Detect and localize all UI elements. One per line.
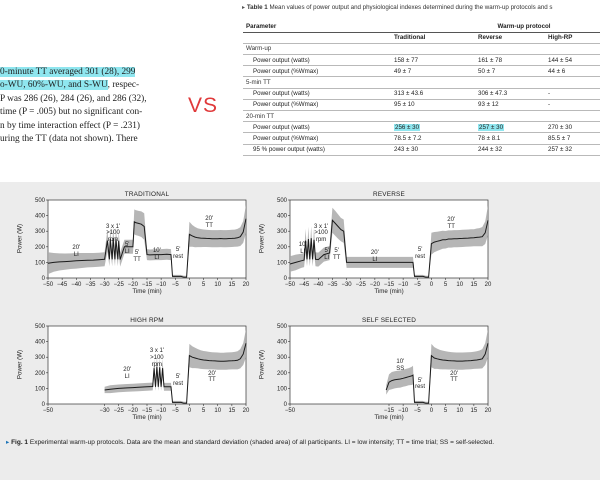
plot-title: HIGH RPM	[130, 317, 164, 324]
highlighted-cell-value: 256 ± 30	[395, 123, 420, 131]
x-tick-label: −45	[299, 282, 310, 288]
table-caption	[242, 4, 553, 11]
x-tick-label: −50	[42, 408, 54, 414]
phase-annotation: 5' TT	[133, 250, 141, 263]
phase-annotation: 20' TT	[205, 215, 214, 229]
y-tick-label: 400	[34, 339, 45, 346]
figure-marker-icon: ▸	[6, 439, 10, 446]
x-tick-label: −10	[398, 282, 409, 288]
x-axis-label: Time (min)	[374, 414, 404, 421]
x-tick-label: 5	[201, 408, 206, 414]
x-tick-label: −40	[313, 282, 324, 288]
table-cell: -	[545, 88, 600, 99]
table-label: Table 1	[246, 4, 268, 11]
y-tick-label: 300	[276, 355, 287, 362]
x-tick-label: −50	[42, 282, 54, 288]
y-tick-label: 400	[276, 339, 287, 346]
table-row	[243, 88, 600, 99]
table-row	[243, 144, 600, 155]
y-tick-label: 300	[34, 355, 45, 362]
row-label: Power output (watts)	[243, 122, 391, 133]
table-cell: 44 ± 6	[545, 66, 600, 77]
y-tick-label: 400	[276, 213, 287, 220]
table-section-row	[243, 111, 600, 122]
table-cell: 270 ± 30	[545, 122, 600, 133]
x-tick-label: −30	[99, 282, 110, 288]
y-tick-label: 0	[41, 276, 45, 282]
x-tick-label: −15	[141, 408, 153, 414]
text-line	[0, 66, 172, 79]
phase-annotation: 10' LI	[298, 242, 307, 256]
x-tick-label: −5	[413, 408, 421, 414]
plot-traditional	[14, 192, 254, 304]
phase-annotation: 20' LI	[370, 250, 379, 263]
header-warmup-protocol: Warm-up protocol	[391, 21, 600, 32]
table-caption-text: Mean values of power output and physiological indexes determined during the warm-up protocols and s	[269, 4, 553, 11]
text-line: time (P = .005) but no significant con-	[0, 107, 143, 118]
phase-annotation: 5' rest	[415, 377, 426, 391]
x-tick-label: −30	[341, 282, 352, 288]
phase-annotation: 3 x 1' >100 rpm	[149, 347, 164, 368]
x-axis-label: Time (min)	[374, 288, 404, 295]
y-tick-label: 200	[276, 370, 287, 377]
header-parameter: Parameter	[243, 21, 391, 32]
x-axis-label: Time (min)	[132, 414, 162, 421]
x-tick-label: −5	[171, 408, 179, 414]
x-tick-label: 5	[443, 282, 448, 288]
phase-annotation: 5' rest	[173, 246, 184, 260]
figure-caption	[6, 438, 594, 447]
y-tick-label: 100	[34, 386, 45, 393]
section-label: 5-min TT	[243, 77, 600, 88]
table-cell: 95 ± 10	[391, 99, 475, 110]
table-cell	[475, 122, 545, 133]
table-cell: -	[545, 99, 600, 110]
x-tick-label: 10	[456, 282, 464, 288]
figure-panel	[0, 182, 600, 480]
x-tick-label: −25	[113, 408, 124, 414]
x-tick-label: −5	[171, 282, 179, 288]
y-tick-label: 300	[34, 229, 45, 236]
x-tick-label: −50	[284, 282, 296, 288]
x-tick-label: −50	[284, 408, 296, 414]
x-tick-label: 15	[470, 282, 478, 288]
plot-title: REVERSE	[373, 191, 405, 198]
phase-annotation: 20' LI	[72, 245, 81, 259]
phase-annotation: 5' rest	[173, 374, 184, 388]
x-tick-label: 20	[242, 408, 250, 414]
x-tick-label: −15	[383, 282, 395, 288]
y-tick-label: 400	[34, 213, 45, 220]
vs-label: VS	[188, 94, 219, 117]
y-axis-label: Power (W)	[258, 223, 266, 254]
table-cell: 85.5 ± 7	[545, 133, 600, 144]
phase-annotation: 20' LI	[123, 367, 132, 381]
subheader-traditional: Traditional	[391, 32, 475, 43]
x-tick-label: 0	[429, 282, 434, 288]
y-tick-label: 0	[41, 402, 45, 408]
x-tick-label: −10	[156, 282, 167, 288]
y-axis-label: Power (W)	[16, 223, 24, 254]
text-line	[0, 79, 172, 92]
section-label: 20-min TT	[243, 111, 600, 122]
y-tick-label: 500	[34, 198, 45, 204]
x-tick-label: −20	[127, 282, 138, 288]
x-tick-label: 20	[484, 282, 492, 288]
phase-annotation: 20' TT	[447, 217, 456, 231]
y-tick-label: 100	[276, 260, 287, 267]
phase-annotation: 5' LI	[124, 242, 130, 256]
section-label: Warm-up	[243, 43, 600, 54]
phase-annotation: 3 x 1' >100 rpm	[314, 223, 329, 244]
table-row	[243, 133, 600, 144]
figure-label: Fig. 1	[11, 439, 29, 446]
x-tick-label: 5	[201, 282, 206, 288]
table-row	[243, 99, 600, 110]
x-tick-label: −15	[383, 408, 395, 414]
table-row	[243, 122, 600, 133]
plot-self-selected	[256, 318, 496, 430]
x-axis-label: Time (min)	[132, 288, 162, 295]
table-cell: 78.5 ± 7.2	[391, 133, 475, 144]
table-header-row	[243, 21, 600, 32]
table-subheader-row	[243, 32, 600, 43]
x-tick-label: 0	[187, 408, 192, 414]
plot-high-rpm	[14, 318, 254, 430]
x-tick-label: 20	[484, 408, 492, 414]
x-tick-label: 15	[228, 282, 236, 288]
y-axis-label: Power (W)	[16, 349, 24, 380]
table-cell	[391, 122, 475, 133]
x-tick-label: −30	[99, 408, 110, 414]
y-tick-label: 200	[276, 244, 287, 251]
row-label: Power output (%Wmax)	[243, 99, 391, 110]
y-tick-label: 0	[283, 276, 287, 282]
highlighted-text: 0-minute TT averaged 301 (28), 299	[0, 67, 136, 77]
row-label: Power output (watts)	[243, 55, 391, 66]
x-tick-label: 20	[242, 282, 250, 288]
table-cell: 243 ± 30	[391, 144, 475, 155]
x-tick-label: −35	[327, 282, 338, 288]
table-cell: 50 ± 7	[475, 66, 545, 77]
table-cell: 144 ± 54	[545, 55, 600, 66]
x-tick-label: 10	[214, 408, 222, 414]
x-tick-label: −40	[71, 282, 82, 288]
table-cell: 78 ± 8.1	[475, 133, 545, 144]
x-tick-label: −45	[57, 282, 68, 288]
table-section-row	[243, 77, 600, 88]
y-tick-label: 0	[283, 402, 287, 408]
x-tick-label: −35	[85, 282, 96, 288]
table-row	[243, 55, 600, 66]
x-tick-label: −15	[141, 282, 153, 288]
x-tick-label: 15	[228, 408, 236, 414]
text-line: P was 286 (26), 284 (26), and 286 (32),	[0, 93, 147, 104]
table-cell: 49 ± 7	[391, 66, 475, 77]
row-label: Power output (watts)	[243, 88, 391, 99]
phase-annotation: 20' TT	[208, 370, 216, 384]
text-line: n by time interaction effect (P = .231)	[0, 120, 141, 131]
table-cell: 158 ± 77	[391, 55, 475, 66]
x-tick-label: −25	[113, 282, 124, 288]
x-tick-label: 10	[214, 282, 222, 288]
table-marker-icon: ▸	[242, 4, 246, 11]
subheader-blank	[243, 32, 391, 43]
x-tick-label: −25	[355, 282, 366, 288]
row-label: Power output (%Wmax)	[243, 66, 391, 77]
figure-caption-text: Experimental warm-up protocols. Data are the mean and standard deviation (shaded area) of all participants. LI = low intensity; TT = time trial; SS = self-selected.	[29, 439, 495, 446]
phase-annotation: 5' rest	[415, 246, 426, 260]
x-tick-label: −5	[413, 282, 421, 288]
y-tick-label: 500	[276, 324, 287, 330]
plot-reverse	[256, 192, 496, 304]
table-cell: 306 ± 47.3	[475, 88, 545, 99]
plot-title: SELF SELECTED	[361, 317, 417, 324]
phase-annotation: 5' LI	[324, 248, 330, 262]
x-tick-label: −20	[127, 408, 138, 414]
x-tick-label: −10	[156, 408, 167, 414]
text-fragment: , respec-	[107, 80, 140, 91]
y-tick-label: 500	[34, 324, 45, 330]
highlighted-text: o-WU, 60%-WU, and S-WU	[0, 80, 108, 91]
x-tick-label: 0	[187, 282, 192, 288]
x-tick-label: 5	[443, 408, 448, 414]
x-tick-label: 0	[429, 408, 434, 414]
y-axis-label: Power (W)	[258, 349, 266, 380]
phase-annotation: 3 x 1' >100 rpm	[105, 223, 121, 244]
table-cell: 313 ± 43.6	[391, 88, 475, 99]
table-cell: 244 ± 32	[475, 144, 545, 155]
data-table	[243, 21, 600, 156]
y-tick-label: 200	[34, 370, 45, 377]
subheader-reverse: Reverse	[475, 32, 545, 43]
table-cell: 257 ± 32	[545, 144, 600, 155]
table-row	[243, 66, 600, 77]
subheader-high-rpm: High-RP	[545, 32, 600, 43]
y-tick-label: 100	[276, 386, 287, 393]
y-tick-label: 300	[276, 229, 287, 236]
phase-annotation: 5' TT	[332, 248, 341, 262]
y-tick-label: 500	[276, 198, 287, 204]
plot-title: TRADITIONAL	[124, 191, 170, 198]
article-text-excerpt	[0, 66, 172, 146]
row-label: Power output (%Wmax)	[243, 133, 391, 144]
table-cell: 93 ± 12	[475, 99, 545, 110]
x-tick-label: 15	[470, 408, 478, 414]
table-cell: 161 ± 78	[475, 55, 545, 66]
phase-annotation: 10' SS	[396, 358, 405, 372]
x-tick-label: −10	[398, 408, 409, 414]
x-tick-label: 10	[456, 408, 464, 414]
phase-annotation: 10' LI	[152, 248, 161, 262]
y-tick-label: 200	[34, 244, 45, 251]
x-tick-label: −20	[369, 282, 380, 288]
y-tick-label: 100	[34, 260, 45, 267]
text-line: uring the TT (data not shown). There	[0, 134, 138, 145]
table-section-row	[243, 43, 600, 54]
phase-annotation: 20' TT	[450, 370, 458, 384]
row-label: 95 % power output (watts)	[243, 144, 391, 155]
highlighted-cell-value: 257 ± 30	[479, 123, 504, 131]
